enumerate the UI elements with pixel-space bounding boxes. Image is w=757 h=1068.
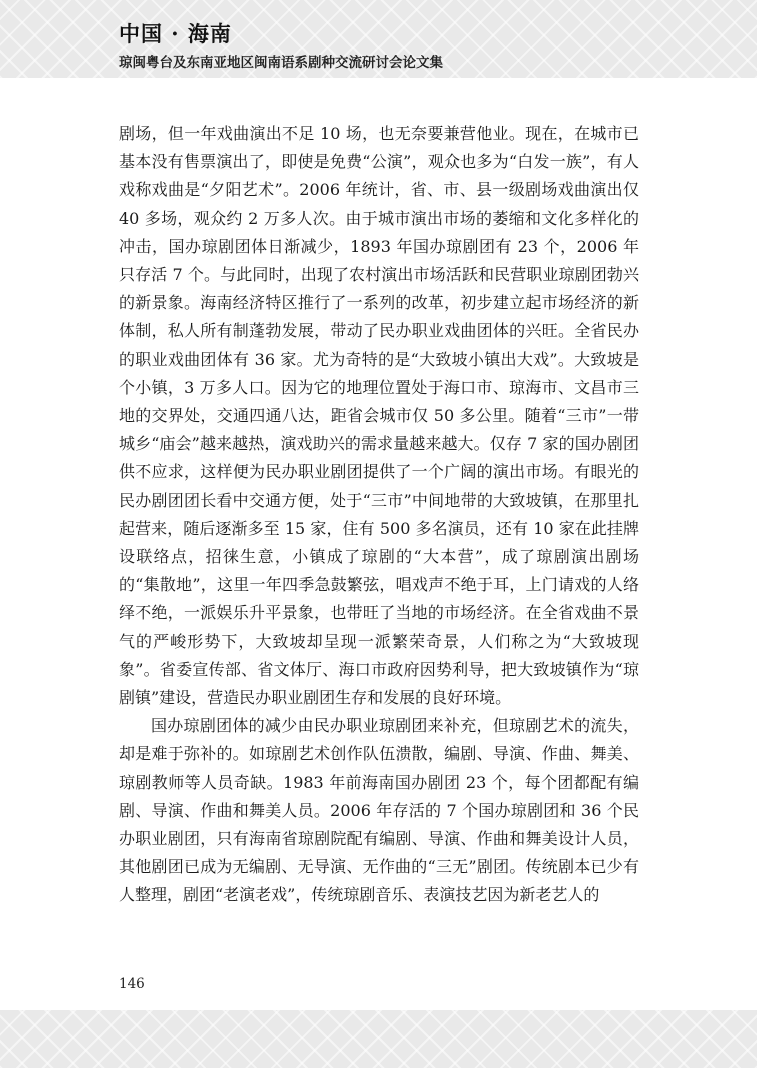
- header-title: 中国 · 海南: [119, 21, 232, 46]
- footer-band: [0, 1010, 757, 1068]
- header-subtitle: 琼闽粤台及东南亚地区闽南语系剧种交流研讨会论文集: [119, 55, 443, 71]
- page-body: [119, 120, 639, 910]
- body-paragraph-2: 国办琼剧团体的减少由民办职业琼剧团来补充，但琼剧艺术的流失，却是难于弥补的。如琼剧艺术创作队伍溃散，编剧、导演、作曲、舞美、琼剧教师等人员奇缺。1983 年前海南国办剧团 23 个，每个团都配有编剧、导演、作曲和舞美人员。2006 年存活的 7 个国办琼剧团和 36 个民办职业剧团，只有海南省琼剧院配有编剧、导演、作曲和舞美设计人员，其他剧团已成为无编剧、无导演、无作曲的“三无”剧团。传统剧本已少有人整理，剧团“老演老戏”，传统琼剧音乐、表演技艺因为新老艺人的: [119, 716, 639, 905]
- page-number: 146: [119, 976, 145, 992]
- body-paragraph-1: 剧场，但一年戏曲演出不足 10 场，也无奈要兼营他业。现在，在城市已基本没有售票演出了，即使是免费“公演”，观众也多为“白发一族”，有人戏称戏曲是“夕阳艺术”。2006 年统计，省、市、县一级剧场戏曲演出仅 40 多场，观众约 2 万多人次。由于城市演出市场的萎缩和文化多样化的冲击，国办琼剧团体日渐减少，1893 年国办琼剧团有 23 个，2006 年只存活 7 个。与此同时，出现了农村演出市场活跃和民营职业琼剧团勃兴的新景象。海南经济特区推行了一系列的改革，初步建立起市场经济的新体制，私人所有制蓬勃发展，带动了民办职业戏曲团体的兴旺。全省民办的职业戏曲团体有 36 家。尤为奇特的是“大致坡小镇出大戏”。大致坡是个小镇，3 万多人口。因为它的地理位置处于海口市、琼海市、文昌市三地的交界处，交通四通八达，距省会城市仅 50 多公里。随着“三市”一带城乡“庙会”越来越热，演戏助兴的需求量越来越大。仅存 7 家的国办剧团供不应求，这样便为民办职业剧团提供了一个广阔的演出市场。有眼光的民办剧团团长看中交通方便，处于“三市”中间地带的大致坡镇，在那里扎起营来，随后逐渐多至 15 家，住有 500 多名演员，还有 10 家在此挂牌设联络点，招徕生意，小镇成了琼剧的“大本营”，成了琼剧演出剧场的“集散地”，这里一年四季急鼓繁弦，唱戏声不绝于耳，上门请戏的人络绎不绝，一派娱乐升平景象，也带旺了当地的市场经济。在全省戏曲不景气的严峻形势下，大致坡却呈现一派繁荣奇景，人们称之为“大致坡现象”。省委宣传部、省文体厅、海口市政府因势利导，把大致坡镇作为“琼剧镇”建设，营造民办职业剧团生存和发展的良好环境。: [119, 124, 639, 708]
- header-band: [0, 0, 757, 78]
